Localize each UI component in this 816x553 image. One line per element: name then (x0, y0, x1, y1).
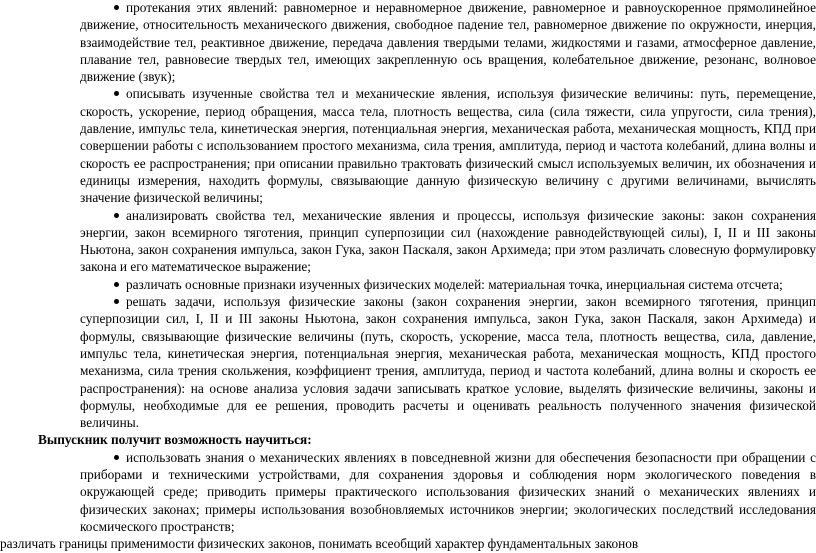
list-item (0, 85, 816, 206)
bullet-icon (114, 5, 119, 10)
list-item (0, 207, 816, 276)
bullet-icon (114, 282, 119, 287)
list-item (0, 0, 816, 85)
bullet-icon (114, 213, 119, 218)
bullet-icon (114, 455, 119, 460)
section-heading: Выпускник получит возможность научиться: (38, 432, 312, 448)
list-item-text: описывать изученные свойства тел и механические явления, используя физические величины: путь, перемещение, скорость, ускорение, период обращения, масса тела, плотность вещества, сила (сила тяжести, сила упругости, сила трения), давление, импульс тела, кинетическая энергия, потенциальная энергия, механическая работа, механическая мощность, КПД при совершении работы с использованием простого механизма, сила трения, амплитуда, период и частота колебаний, длина волны и скорость ее распространения; при описании правильно трактовать физический смысл используемых величин, их обозначения и единицы измерения, находить формулы, связывающие данную физическую величину с другими величинами, вычислять значение физической величины; (80, 86, 816, 206)
list-item-text: использовать знания о механических явлениях в повседневной жизни для обеспечения безопасности при обращении с приборами и техническими устройствами, для сохранения здоровья и соблюдения норм экологического поведения в окружающей среде; приводить примеры практического использования физических знаний о механических явлениях и физических законах; примеры использования возобновляемых источников энергии; экологических последствий исследования космического пространств; (80, 449, 816, 534)
list-item (0, 276, 816, 293)
list-item (0, 293, 816, 431)
list-item (0, 449, 816, 535)
trailing-text-line: различать границы применимости физических законов, понимать всеобщий характер фундаментальных законов (0, 536, 639, 552)
list-item-text: различать основные признаки изученных физических моделей: материальная точка, инерциальная система отсчета; (126, 276, 783, 292)
list-item-text: анализировать свойства тел, механические явления и процессы, используя физические законы: закон сохранения энергии, закон всемирного тяготения, принцип суперпозиции сил (нахождение равнодействующей силы), I, II и III законы Ньютона, закон сохранения импульса, закон Гука, закон Паскаля, закон Архимеда; при этом различать словесную формулировку закона и его математическое выражение; (80, 207, 816, 275)
list-item-text: решать задачи, используя физические законы (закон сохранения энергии, закон всемирного тяготения, принцип суперпозиции сил, I, II и III законы Ньютона, закон сохранения импульса, закон Гука, закон Паскаля, закон Архимеда) и формулы, связывающие физические величины (путь, скорость, ускорение, масса тела, плотность вещества, сила, давление, импульс тела, кинетическая энергия, потенциальная энергия, механическая работа, механическая мощность, КПД простого механизма, сила трения скольжения, коэффициент трения, амплитуда, период и частота колебаний, длина волны и скорость ее распространения): на основе анализа условия задачи записывать краткое условие, выделять физические величины, законы и формулы, необходимые для ее решения, проводить расчеты и оценивать реальность полученного значения физической величины. (80, 294, 816, 431)
list-item-text: протекания этих явлений: равномерное и неравномерное движение, равномерное и равноускоренное прямолинейное движение, относительность механического движения, свободное падение тел, равномерное движение по окружности, инерция, взаимодействие тел, реактивное движение, передача давления твердыми телами, жидкостями и газами, атмосферное давление, плавание тел, равновесие твердых тел, имеющих закрепленную ось вращения, колебательное движение, резонанс, волновое движение (звук); (80, 0, 816, 85)
